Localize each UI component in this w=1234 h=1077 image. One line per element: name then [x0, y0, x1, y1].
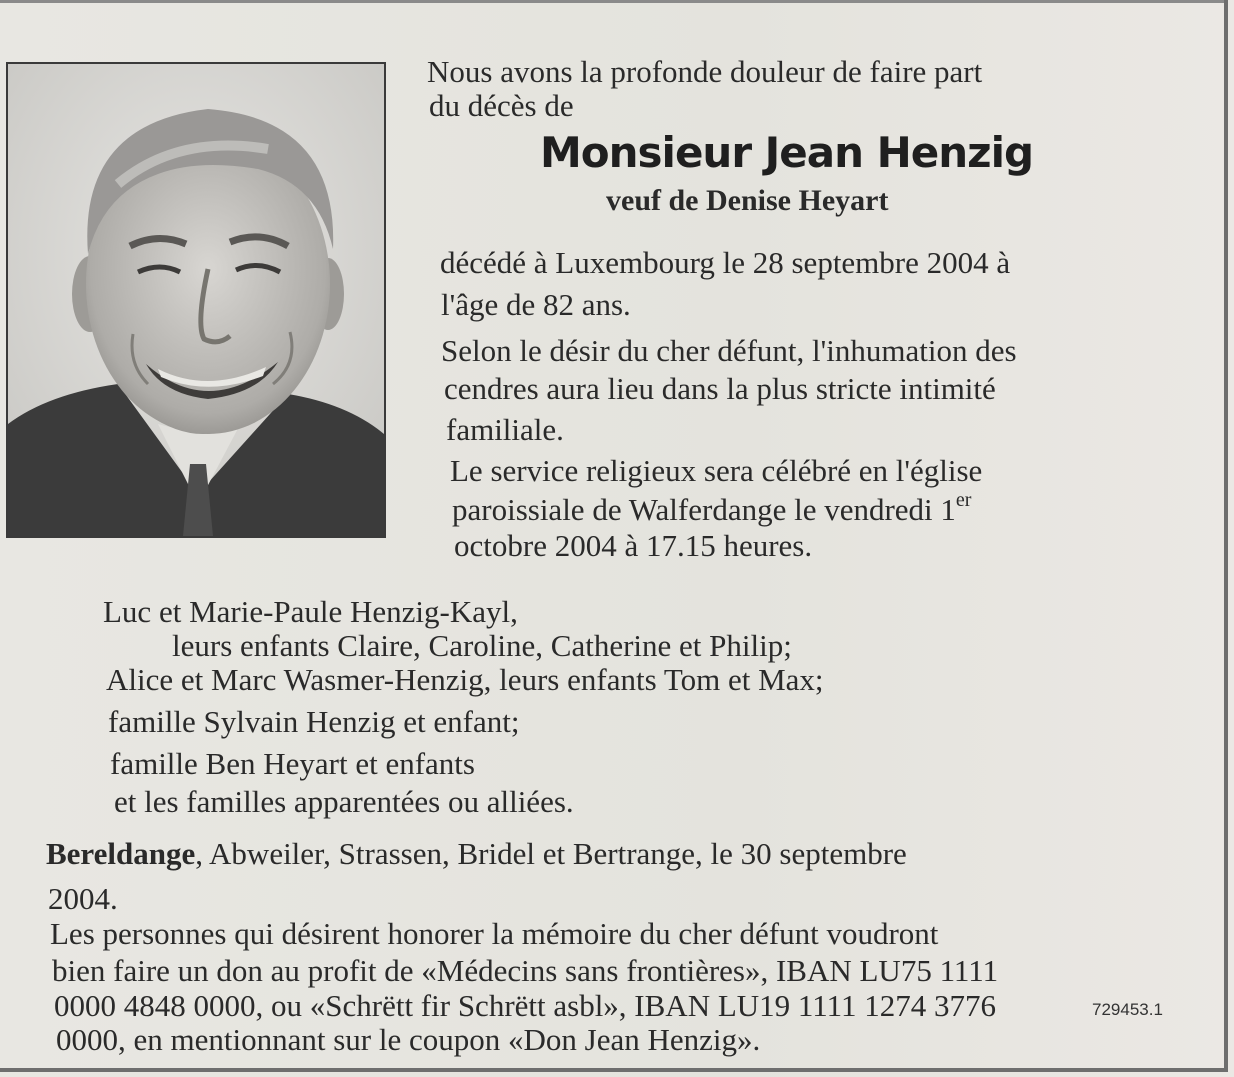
reference-number: 729453.1: [1092, 1000, 1163, 1019]
donation-line-4: 0000, en mentionnant sur le coupon «Don Jean Henzig».: [56, 1022, 761, 1057]
widow-of: veuf de Denise Heyart: [606, 184, 889, 217]
service-line-2: [452, 489, 972, 527]
portrait-photo: [6, 62, 386, 538]
service-line-1: Le service religieux sera célébré en l'église: [450, 453, 983, 488]
donation-line-3: 0000 4848 0000, ou «Schrëtt fir Schrëtt asbl», IBAN LU19 1111 1274 3776: [54, 988, 996, 1023]
service-line-3: octobre 2004 à 17.15 heures.: [454, 528, 813, 563]
burial-line-3: familiale.: [446, 412, 564, 447]
place-rest: , Abweiler, Strassen, Bridel et Bertrange, le 30 septembre: [195, 836, 907, 871]
deceased-name: Monsieur Jean Henzig: [540, 128, 1034, 177]
death-line-2: l'âge de 82 ans.: [441, 287, 631, 322]
family-line-6: et les familles apparentées ou alliées.: [114, 784, 574, 819]
place-date-line-1: [46, 838, 907, 869]
burial-line-2: cendres aura lieu dans la plus stricte intimité: [444, 371, 996, 406]
intro-line-2: du décès de: [429, 88, 574, 123]
notice-top-rule: [0, 0, 1224, 9]
family-line-5: famille Ben Heyart et enfants: [110, 746, 475, 781]
donation-line-1: Les personnes qui désirent honorer la mémoire du cher défunt voudront: [50, 916, 939, 951]
place-bold: Bereldange: [46, 836, 196, 871]
service-line-2-text: paroissiale de Walferdange le vendredi 1: [452, 492, 956, 527]
death-line-1: décédé à Luxembourg le 28 septembre 2004 à: [440, 245, 1011, 280]
intro-line-1: Nous avons la profonde douleur de faire part: [427, 54, 983, 89]
donation-line-2: bien faire un don au profit de «Médecins sans frontières», IBAN LU75 1111: [52, 953, 999, 988]
place-date-line-2: 2004.: [48, 881, 118, 916]
burial-line-1: Selon le désir du cher défunt, l'inhumation des: [441, 333, 1017, 368]
family-line-3: Alice et Marc Wasmer-Henzig, leurs enfants Tom et Max;: [106, 662, 824, 697]
family-line-4: famille Sylvain Henzig et enfant;: [108, 704, 520, 739]
family-line-1: Luc et Marie-Paule Henzig-Kayl,: [103, 594, 518, 629]
service-ordinal: er: [955, 489, 972, 511]
family-line-2: leurs enfants Claire, Caroline, Catherine et Philip;: [172, 628, 792, 663]
